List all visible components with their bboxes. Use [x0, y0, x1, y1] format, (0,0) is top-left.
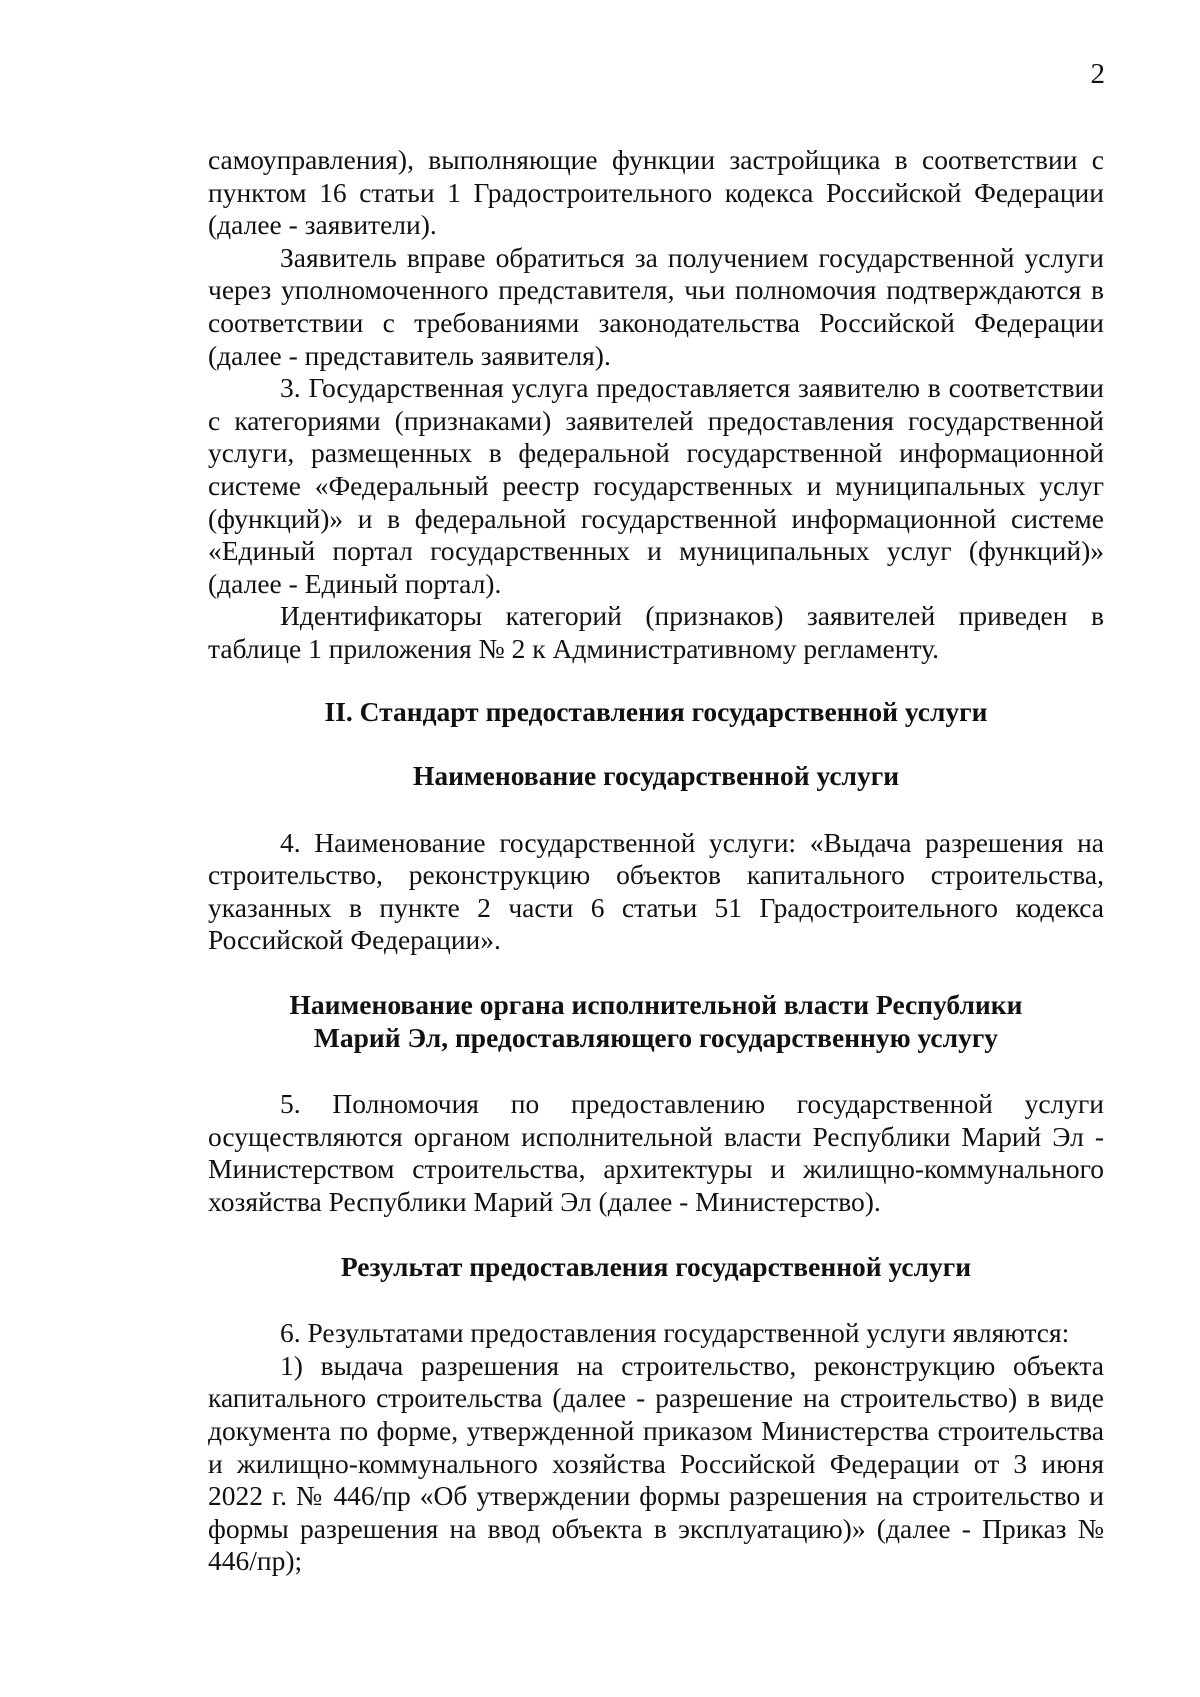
- paragraph-applicants-continued: самоуправления), выполняющие функции застройщика в соответствии с пунктом 16 статьи 1 Градостроительного кодекса Российской Федерации (далее - заявители).: [208, 144, 1104, 241]
- subheading-service-name: Наименование государственной услуги: [412, 760, 900, 792]
- paragraph-3-categories: 3. Государственная услуга предоставляется заявителю в соответствии с категориями (признаками) заявителей предоставления государственной услуги, размещенных в федеральной государственной информационной системе «Федеральный реестр государственных и муниципальных услуг (функций)» и в федеральной государственной информационной системе «Единый портал государственных и муниципальных услуг (функций)» (далее - Единый портал).: [208, 372, 1104, 599]
- document-body: [208, 144, 1104, 1578]
- paragraph-representative: Заявитель вправе обратиться за получением государственной услуги через уполномоченного представителя, чьи полномочия подтверждаются в соответствии с требованиями законодательства Российской Федерации (далее - представитель заявителя).: [208, 241, 1104, 371]
- section-heading-standard: II. Стандарт предоставления государственной услуги: [324, 695, 988, 727]
- subheading-authority-line-1: Наименование органа исполнительной власти Республики: [289, 989, 1023, 1021]
- paragraph-6-results: 6. Результатами предоставления государственной услуги являются:: [280, 1317, 1070, 1349]
- subheading-result: Результат предоставления государственной услуги: [340, 1250, 972, 1282]
- subheading-authority: [208, 989, 1104, 1054]
- paragraph-4-service-name: 4. Наименование государственной услуги: «Выдача разрешения на строительство, реконструкцию объектов капитального строительства, указанных в пункте 2 части 6 статьи 51 Градостроительного кодекса Российской Федерации».: [208, 826, 1104, 956]
- paragraph-6-item-1: 1) выдача разрешения на строительство, реконструкцию объекта капитального строительства (далее - разрешение на строительство) в виде документа по форме, утвержденной приказом Министерства строительства и жилищно-коммунального хозяйства Российской Федерации от 3 июня 2022 г. № 446/пр «Об утверждении формы разрешения на строительство и формы разрешения на ввод объекта в эксплуатацию)» (далее - Приказ № 446/пр);: [208, 1349, 1104, 1577]
- page-number: 2: [1090, 58, 1105, 90]
- paragraph-identifiers: Идентификаторы категорий (признаков) заявителей приведен в таблице 1 приложения № 2 к Административному регламенту.: [208, 600, 1104, 664]
- paragraph-5-authority: 5. Полномочия по предоставлению государственной услуги осуществляются органом исполнительной власти Республики Марий Эл - Министерством строительства, архитектуры и жилищно-коммунального хозяйства Республики Марий Эл (далее - Министерство).: [208, 1088, 1104, 1218]
- subheading-authority-line-2: Марий Эл, предоставляющего государственную услугу: [313, 1021, 999, 1053]
